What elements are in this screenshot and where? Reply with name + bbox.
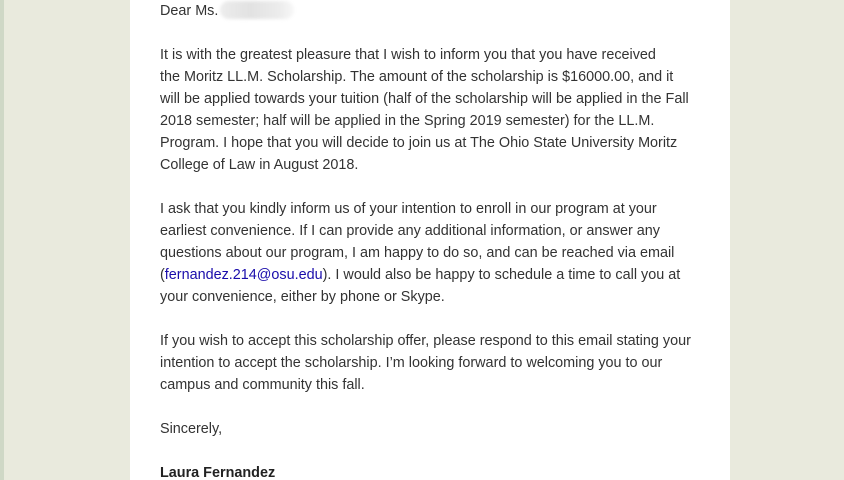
paragraph-line: I ask that you kindly inform us of your intention to enroll in our program at your: [160, 201, 657, 217]
paragraph-contact: [160, 198, 720, 308]
paragraph-line: your convenience, either by phone or Skype.: [160, 289, 445, 305]
paragraph-scholarship: [160, 44, 720, 176]
paragraph-line: Program. I hope that you will decide to join us at The Ohio State University Moritz: [160, 135, 678, 151]
paragraph-line-email: [160, 264, 720, 286]
signature-name: Laura Fernandez: [160, 465, 276, 480]
redacted-name: [220, 1, 294, 19]
paragraph-line: If you wish to accept this scholarship offer, please respond to this email stating your: [160, 333, 691, 349]
closing-text: Sincerely,: [160, 421, 223, 437]
window-edge: [0, 0, 4, 480]
paragraph-line: It is with the greatest pleasure that I wish to inform you that you have received: [160, 47, 656, 63]
paragraph-line: intention to accept the scholarship. I’m looking forward to welcoming you to our: [160, 355, 663, 371]
paragraph-line: questions about our program, I am happy to do so, and can be reached via email: [160, 245, 675, 261]
paragraph-accept: [160, 330, 720, 396]
paragraph-line: College of Law in August 2018.: [160, 157, 359, 173]
email-content: [160, 0, 720, 480]
paragraph-line: will be applied towards your tuition (half of the scholarship will be applied in the Fall: [160, 91, 689, 107]
email-open-paren: (: [160, 267, 165, 283]
email-line-rest: ). I would also be happy to schedule a time to call you at: [322, 267, 681, 283]
paragraph-line: campus and community this fall.: [160, 377, 365, 393]
salutation-text: Dear Ms.: [160, 3, 219, 19]
paragraph-line: 2018 semester; half will be applied in the Spring 2019 semester) for the LL.M.: [160, 113, 655, 129]
greeting-line: [160, 0, 720, 22]
paragraph-line: earliest convenience. If I can provide any additional information, or answer any: [160, 223, 660, 239]
email-body: [130, 0, 730, 480]
email-link[interactable]: fernandez.214@osu.edu: [164, 267, 323, 283]
paragraph-line: the Moritz LL.M. Scholarship. The amount of the scholarship is $16000.00, and it: [160, 69, 674, 85]
